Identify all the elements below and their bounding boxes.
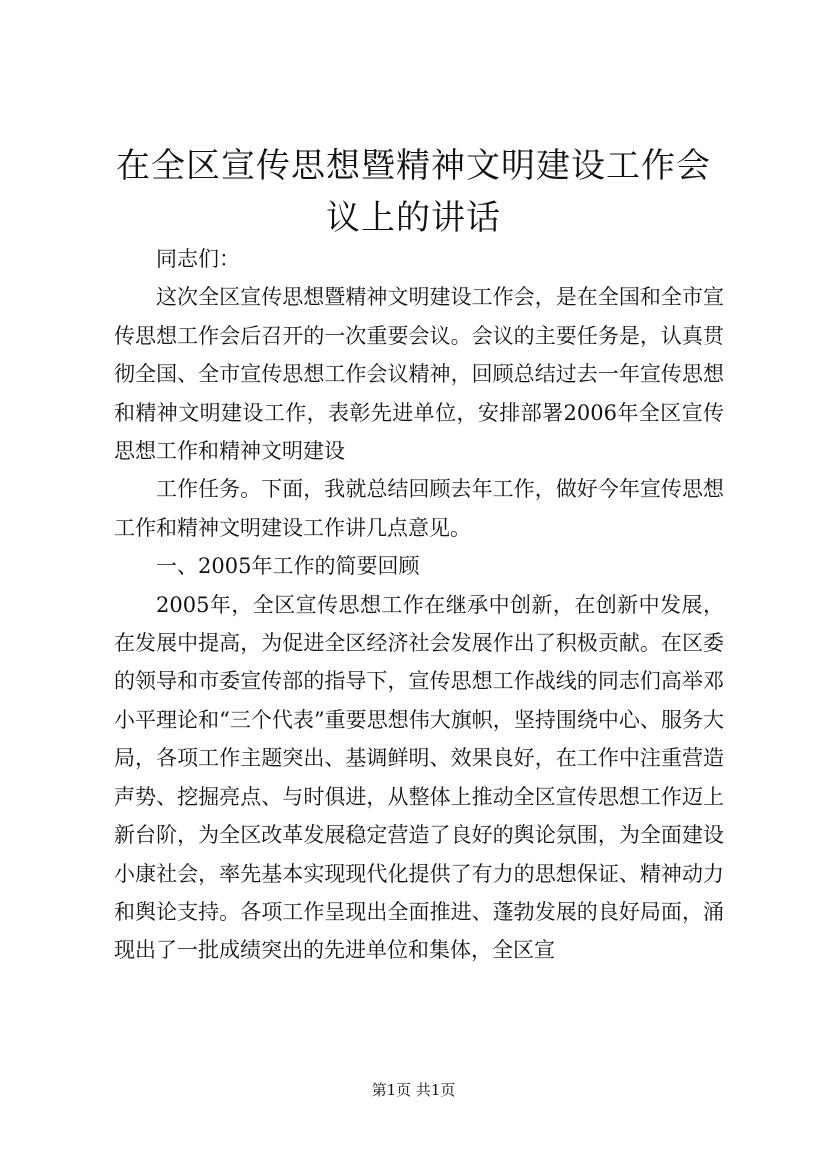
document-body [114, 240, 724, 970]
salutation-paragraph: 同志们： [156, 247, 240, 271]
section-heading: 一、2005年工作的简要回顾 [156, 554, 420, 579]
document-title: 在全区宣传思想暨精神文明建设工作会议上的讲话 [116, 146, 711, 238]
body-paragraph: 2005年，全区宣传思想工作在继承中创新，在创新中发展，在发展中提高，为促进全区经济社会发展作出了积极贡献。在区委的领导和市委宣传部的指导下，宣传思想工作战线的同志们高举邓小平理论和“三个代表”重要思想伟大旗帜，坚持围绕中心、服务大局，各项工作主题突出、基调鲜明、效果良好，在工作中注重营造声势、挖掘亮点、与时俱进，从整体上推动全区宣传思想工作迈上新台阶，为全区改革发展稳定营造了良好的舆论氛围，为全面建设小康社会，率先基本实现现代化提供了有力的思想保证、精神动力和舆论支持。各项工作呈现出全面推进、蓬勃发展的良好局面，涌现出了一批成绩突出的先进单位和集体，全区宣 [114, 592, 724, 963]
body-paragraph: 这次全区宣传思想暨精神文明建设工作会，是在全国和全市宣传思想工作会后召开的一次重要会议。会议的主要任务是，认真贯彻全国、全市宣传思想工作会议精神，回顾总结过去一年宣传思想和精神文明建设工作，表彰先进单位，安排部署2006年全区宣传思想工作和精神文明建设 [114, 285, 724, 464]
page-number-footer: 第1页 共1页 [371, 1081, 456, 1099]
body-paragraph: 工作任务。下面，我就总结回顾去年工作，做好今年宣传思想工作和精神文明建设工作讲几点意见。 [114, 477, 724, 540]
